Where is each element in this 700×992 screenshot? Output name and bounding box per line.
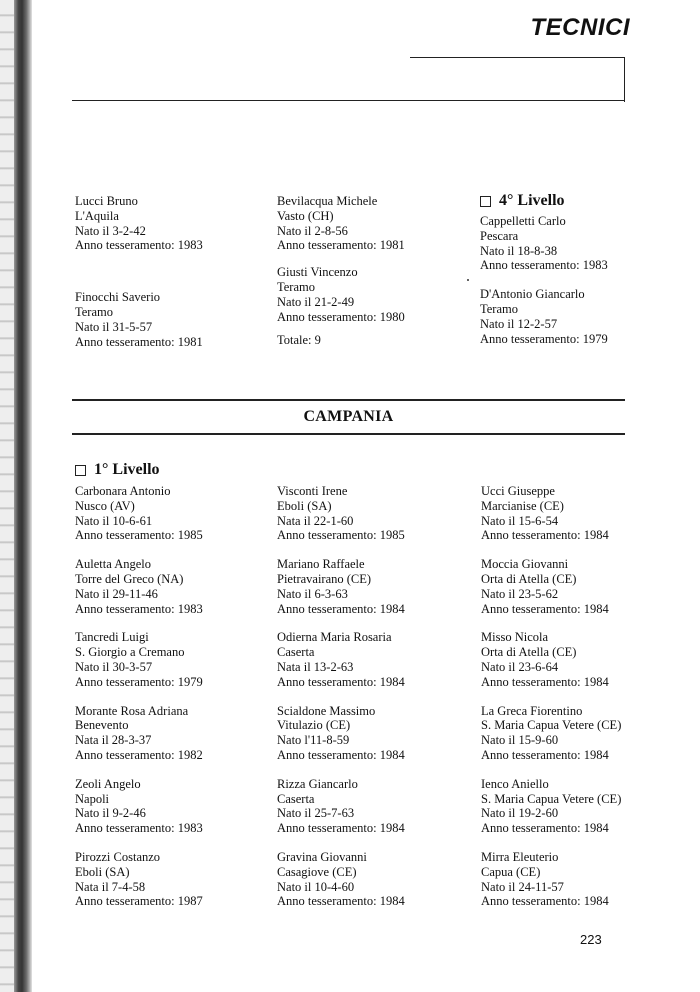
entry-birth: Nato il 24-11-57 bbox=[481, 879, 564, 894]
entry-year: Anno tesseramento: 1981 bbox=[75, 334, 203, 349]
entry-birth: Nata il 22-1-60 bbox=[277, 513, 354, 528]
top-column-1 bbox=[75, 194, 203, 349]
entry-city: Vasto (CH) bbox=[277, 208, 334, 223]
entry-year: Anno tesseramento: 1985 bbox=[75, 528, 203, 543]
level-heading bbox=[480, 191, 608, 211]
entry-year: Anno tesseramento: 1984 bbox=[481, 674, 609, 689]
entry-birth: Nato il 15-9-60 bbox=[481, 733, 559, 748]
entry-year: Anno tesseramento: 1984 bbox=[481, 894, 609, 909]
entry-year: Anno tesseramento: 1983 bbox=[75, 238, 203, 253]
entry-city: Napoli bbox=[75, 791, 110, 806]
entry-birth: Nata il 28-3-37 bbox=[75, 733, 152, 748]
entry-name: Tancredi Luigi bbox=[75, 630, 149, 645]
list-item bbox=[481, 777, 621, 836]
entry-city: Teramo bbox=[75, 304, 113, 319]
entry-city: Capua (CE) bbox=[481, 864, 541, 879]
entry-name: Bevilacqua Michele bbox=[277, 194, 378, 208]
bottom-column-3 bbox=[481, 484, 621, 909]
entry-birth: Nato il 23-6-64 bbox=[481, 659, 559, 674]
entry-name: La Greca Fiorentino bbox=[481, 703, 583, 718]
page-edge-shadow bbox=[0, 0, 14, 992]
bottom-level-heading bbox=[75, 460, 160, 480]
entry-birth: Nato il 3-2-42 bbox=[75, 223, 146, 238]
entry-year: Anno tesseramento: 1984 bbox=[277, 674, 405, 689]
entry-city: Eboli (SA) bbox=[277, 498, 332, 513]
entry-city: Eboli (SA) bbox=[75, 864, 130, 879]
entry-city: Caserta bbox=[277, 791, 315, 806]
entry-name: Ienco Aniello bbox=[481, 776, 549, 791]
list-item bbox=[481, 850, 621, 909]
entry-year: Anno tesseramento: 1985 bbox=[277, 528, 405, 543]
entry-birth: Nato il 25-7-63 bbox=[277, 806, 355, 821]
top-column-2 bbox=[277, 194, 405, 348]
entry-year: Anno tesseramento: 1980 bbox=[277, 309, 405, 324]
entry-city: Benevento bbox=[75, 718, 129, 733]
page-title: TECNICI bbox=[530, 14, 630, 41]
list-item bbox=[481, 557, 621, 616]
entry-birth: Nato il 31-5-57 bbox=[75, 319, 153, 334]
list-item bbox=[75, 194, 203, 253]
entry-name: Auletta Angelo bbox=[75, 557, 152, 572]
list-item bbox=[277, 704, 405, 763]
entry-city: S. Maria Capua Vetere (CE) bbox=[481, 791, 622, 806]
list-item bbox=[75, 290, 203, 349]
bottom-column-2 bbox=[277, 484, 405, 909]
level-heading bbox=[75, 460, 160, 480]
list-item bbox=[75, 484, 203, 543]
entry-city: Teramo bbox=[277, 279, 315, 294]
entry-birth: Nato il 21-2-49 bbox=[277, 294, 355, 309]
entry-year: Anno tesseramento: 1979 bbox=[75, 674, 203, 689]
entry-city: Pietravairano (CE) bbox=[277, 571, 372, 586]
list-item bbox=[75, 630, 203, 689]
entry-name: Giusti Vincenzo bbox=[277, 265, 358, 280]
page-number: 223 bbox=[580, 932, 602, 947]
header-rule bbox=[72, 100, 625, 101]
entry-name: Finocchi Saverio bbox=[75, 290, 161, 305]
entry-year: Anno tesseramento: 1984 bbox=[481, 747, 609, 762]
entry-city: Marcianise (CE) bbox=[481, 498, 564, 513]
list-item bbox=[75, 850, 203, 909]
entry-city: S. Maria Capua Vetere (CE) bbox=[481, 718, 622, 733]
entry-name: Gravina Giovanni bbox=[277, 849, 367, 864]
entry-city: Torre del Greco (NA) bbox=[75, 571, 184, 586]
checkbox-icon bbox=[75, 465, 86, 476]
entry-year: Anno tesseramento: 1987 bbox=[75, 894, 203, 909]
entry-name: Carbonara Antonio bbox=[75, 484, 171, 498]
entry-city: Orta di Atella (CE) bbox=[481, 571, 577, 586]
list-item bbox=[277, 630, 405, 689]
entry-name: Mariano Raffaele bbox=[277, 557, 365, 572]
entry-year: Anno tesseramento: 1984 bbox=[277, 894, 405, 909]
entry-city: Vitulazio (CE) bbox=[277, 718, 351, 733]
entry-name: Pirozzi Costanzo bbox=[75, 849, 161, 864]
entry-name: Morante Rosa Adriana bbox=[75, 703, 189, 718]
entry-birth: Nato il 12-2-57 bbox=[480, 316, 558, 331]
region-rule-top bbox=[72, 399, 625, 401]
entry-birth: Nato il 19-2-60 bbox=[481, 806, 559, 821]
entry-birth: Nata il 7-4-58 bbox=[75, 879, 146, 894]
list-item bbox=[75, 704, 203, 763]
entry-name: Misso Nicola bbox=[481, 630, 549, 645]
list-item bbox=[277, 777, 405, 836]
entry-name: Zeoli Angelo bbox=[75, 776, 141, 791]
entry-name: Lucci Bruno bbox=[75, 194, 138, 208]
entry-year: Anno tesseramento: 1983 bbox=[75, 601, 203, 616]
checkbox-icon bbox=[480, 196, 491, 207]
entry-birth: Nato il 18-8-38 bbox=[480, 243, 558, 258]
entry-name: Mirra Eleuterio bbox=[481, 849, 559, 864]
list-item bbox=[481, 484, 621, 543]
list-item bbox=[277, 194, 405, 253]
entry-year: Anno tesseramento: 1984 bbox=[481, 528, 609, 543]
entry-year: Anno tesseramento: 1979 bbox=[480, 331, 608, 346]
region-title: CAMPANIA bbox=[303, 408, 394, 425]
total-count: Totale: 9 bbox=[277, 333, 321, 348]
entry-city: S. Giorgio a Cremano bbox=[75, 645, 185, 660]
entry-year: Anno tesseramento: 1981 bbox=[277, 238, 405, 253]
level-label: 1° Livello bbox=[94, 461, 160, 478]
entry-year: Anno tesseramento: 1984 bbox=[277, 821, 405, 836]
entry-city: Teramo bbox=[480, 301, 518, 316]
entry-city: Pescara bbox=[480, 228, 519, 243]
entry-year: Anno tesseramento: 1983 bbox=[75, 821, 203, 836]
list-item bbox=[481, 704, 621, 763]
entry-birth: Nato l'11-8-59 bbox=[277, 733, 350, 748]
entry-city: Orta di Atella (CE) bbox=[481, 645, 577, 660]
entry-birth: Nata il 13-2-63 bbox=[277, 659, 354, 674]
entry-name: Visconti Irene bbox=[277, 484, 348, 498]
entry-city: Nusco (AV) bbox=[75, 498, 135, 513]
entry-name: Moccia Giovanni bbox=[481, 557, 569, 572]
entry-year: Anno tesseramento: 1984 bbox=[481, 601, 609, 616]
list-item bbox=[277, 484, 405, 543]
entry-city: Casagiove (CE) bbox=[277, 864, 357, 879]
entry-name: Scialdone Massimo bbox=[277, 703, 376, 718]
entry-city: Caserta bbox=[277, 645, 315, 660]
entry-name: Ucci Giuseppe bbox=[481, 484, 555, 498]
stray-mark bbox=[467, 279, 469, 281]
entry-year: Anno tesseramento: 1983 bbox=[480, 258, 608, 273]
list-item bbox=[75, 557, 203, 616]
entry-name: D'Antonio Giancarlo bbox=[480, 287, 585, 302]
entry-year: Anno tesseramento: 1984 bbox=[277, 747, 405, 762]
list-item bbox=[480, 214, 608, 273]
list-item bbox=[480, 287, 608, 346]
header-frame bbox=[410, 57, 625, 102]
list-item bbox=[75, 777, 203, 836]
list-item bbox=[481, 630, 621, 689]
entry-birth: Nato il 10-6-61 bbox=[75, 513, 153, 528]
bottom-column-1 bbox=[75, 484, 203, 909]
entry-year: Anno tesseramento: 1984 bbox=[277, 601, 405, 616]
list-item bbox=[277, 557, 405, 616]
list-item bbox=[277, 850, 405, 909]
entry-birth: Nato il 30-3-57 bbox=[75, 659, 153, 674]
entry-name: Odierna Maria Rosaria bbox=[277, 630, 392, 645]
entry-city: L'Aquila bbox=[75, 208, 119, 223]
entry-year: Anno tesseramento: 1984 bbox=[481, 821, 609, 836]
entry-birth: Nato il 15-6-54 bbox=[481, 513, 559, 528]
level-label: 4° Livello bbox=[499, 192, 565, 209]
entry-year: Anno tesseramento: 1982 bbox=[75, 747, 203, 762]
entry-name: Rizza Giancarlo bbox=[277, 776, 358, 791]
entry-birth: Nato il 6-3-63 bbox=[277, 586, 348, 601]
list-item bbox=[277, 265, 405, 324]
entry-birth: Nato il 9-2-46 bbox=[75, 806, 146, 821]
entry-birth: Nato il 29-11-46 bbox=[75, 586, 158, 601]
top-column-3 bbox=[480, 191, 608, 346]
entry-birth: Nato il 10-4-60 bbox=[277, 879, 355, 894]
entry-name: Cappelletti Carlo bbox=[480, 214, 566, 228]
book-spine bbox=[14, 0, 32, 992]
entry-birth: Nato il 2-8-56 bbox=[277, 223, 348, 238]
region-rule-bottom bbox=[72, 433, 625, 435]
entry-birth: Nato il 23-5-62 bbox=[481, 586, 559, 601]
